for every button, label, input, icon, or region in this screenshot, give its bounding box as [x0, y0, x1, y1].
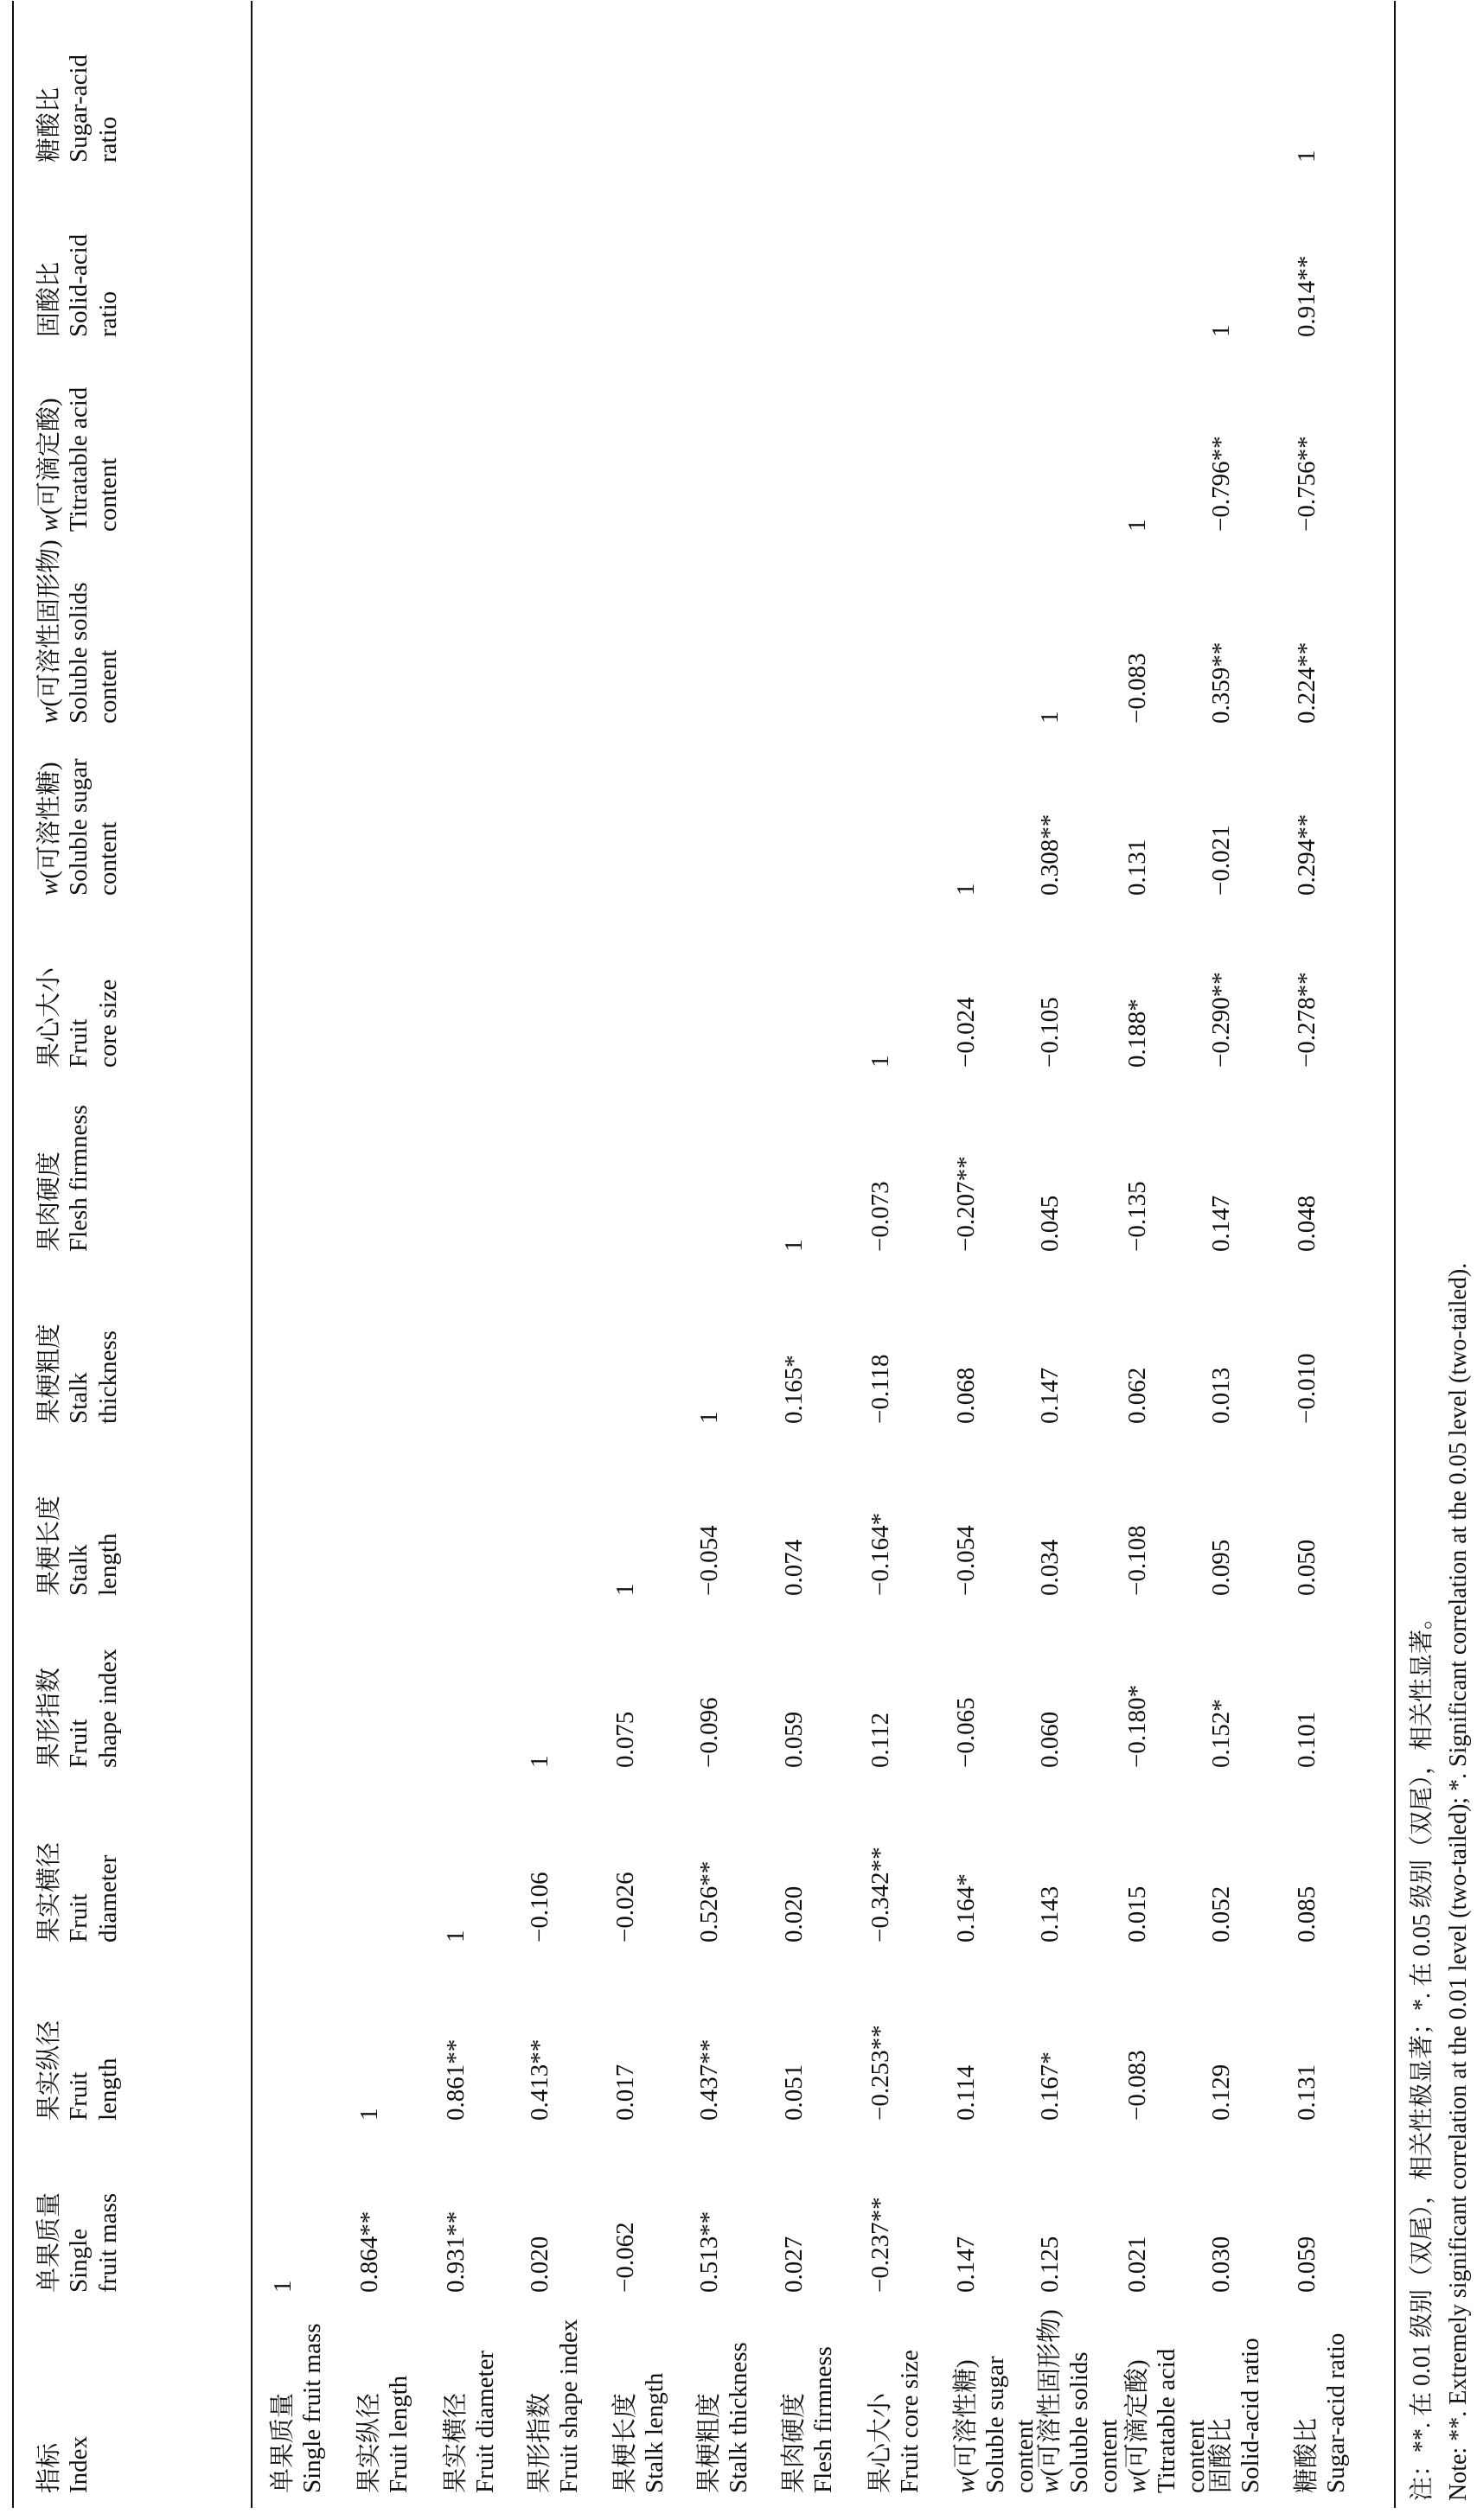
column-header: [35, 1105, 93, 1252]
note-en: Note: **. Extremely significant correlation at the 0.01 level (two-tailed); *. Significant correlation at the 0.05 level (two-tailed).: [1445, 1262, 1472, 2501]
row-label-zh: 果实纵径: [355, 2392, 383, 2493]
table-cell-value: −0.118: [866, 1354, 894, 1424]
table-cell-value: 0.101: [1293, 1711, 1320, 1768]
table-cell-value: −0.164*: [866, 1512, 894, 1596]
table-cell-value: −0.096: [695, 1697, 723, 1768]
table-cell-value: 0.224**: [1293, 641, 1320, 724]
table-cell-value: 0.075: [611, 1711, 639, 1768]
table-cell-value: 1: [355, 2108, 383, 2121]
row-label-zh: w(可溶性糖): [952, 2359, 980, 2493]
row-label-zh: 果梗长度: [611, 2392, 639, 2493]
column-header-en: Solid-acid: [65, 233, 93, 337]
table-cell-value: 0.413**: [526, 2038, 553, 2121]
row-label-en: Stalk thickness: [725, 2342, 752, 2493]
column-header-en: length: [94, 1533, 122, 1596]
row-label-zh: 果肉硬度: [780, 2392, 808, 2493]
row-label: [951, 2356, 1039, 2493]
column-header-en: Fruit: [65, 1719, 93, 1768]
column-header: [35, 2436, 93, 2493]
column-header-en: Fruit: [65, 1893, 93, 1943]
column-header: [35, 234, 123, 337]
table-cell-value: −0.083: [1123, 2050, 1151, 2121]
row-label: [866, 2350, 924, 2493]
table-cell-value: 0.526**: [695, 1860, 723, 1943]
table-cell-value: 0.147: [1036, 1367, 1064, 1424]
table-cell-value: 1: [442, 1930, 470, 1943]
column-header: [35, 2020, 123, 2121]
row-label-zh: 果梗粗度: [695, 2392, 723, 2493]
column-header-en: Fruit: [65, 1018, 93, 1068]
column-header-en: Titratable acid: [65, 386, 93, 532]
table-cell-value: −0.180*: [1123, 1684, 1151, 1768]
table-cell-value: 0.129: [1207, 2064, 1235, 2121]
column-header: [35, 1649, 123, 1768]
table-cell-value: 0.152*: [1207, 1699, 1235, 1768]
column-header-en: core size: [94, 979, 122, 1068]
row-label-en: Solid-acid ratio: [1237, 2338, 1264, 2493]
table-cell-value: −0.756**: [1293, 436, 1320, 532]
column-header-en: content: [94, 649, 122, 724]
table-cell-value: −0.065: [952, 1697, 980, 1768]
column-header: [35, 54, 123, 163]
table-cell-value: −0.062: [611, 2222, 639, 2293]
table-cell-value: 0.068: [952, 1367, 980, 1424]
table-cell-value: −0.237**: [866, 2197, 894, 2293]
row-label-zh: 果实横径: [442, 2392, 470, 2493]
table-cell-value: 0.059: [1293, 2236, 1320, 2293]
table-cell-value: −0.207**: [952, 1156, 980, 1252]
table-cell-value: 1: [611, 1583, 639, 1596]
column-header-en: shape index: [94, 1649, 122, 1768]
table-cell-value: 1: [1293, 150, 1320, 163]
column-header-zh: 果梗粗度: [35, 1323, 63, 1424]
table-cell-value: −0.290**: [1207, 972, 1235, 1068]
table-cell-value: 0.914**: [1293, 255, 1320, 337]
table-cell-value: 0.034: [1036, 1539, 1064, 1596]
column-header-zh: 果肉硬度: [35, 1151, 63, 1252]
column-header-zh: 单果质量: [35, 2191, 63, 2293]
column-header-en: diameter: [94, 1854, 122, 1943]
table-cell-value: −0.108: [1123, 1525, 1151, 1596]
column-header-en: Index: [65, 2435, 93, 2493]
note-zh: 注：**. 在 0.01 级别（双尾），相关性极显著；*. 在 0.05 级别（双尾），相关性显著。: [1409, 1605, 1435, 2501]
table-cell-value: −0.083: [1123, 653, 1151, 724]
row-label-en: content: [1011, 2419, 1039, 2493]
column-header-zh: 指标: [35, 2442, 63, 2493]
column-header-zh: 果心大小: [35, 967, 63, 1068]
table-cell-value: −0.105: [1036, 997, 1064, 1068]
column-header: [35, 1842, 123, 1943]
row-label-en: Fruit core size: [896, 2350, 924, 2493]
table-cell-value: 0.861**: [442, 2038, 470, 2121]
row-label-en: Soluble solids: [1065, 2351, 1093, 2493]
table-cell-value: −0.054: [952, 1525, 980, 1596]
row-label-en: content: [1182, 2419, 1210, 2493]
table-cell-value: 1: [866, 1055, 894, 1068]
table-cell-value: 0.864**: [355, 2211, 383, 2293]
table-cell-value: −0.106: [526, 1872, 553, 1943]
table-cell-value: −0.278**: [1293, 972, 1320, 1068]
column-header-zh: 糖酸比: [35, 86, 63, 163]
column-header-en: content: [94, 457, 122, 532]
row-label-en: Fruit diameter: [471, 2350, 499, 2493]
column-header-zh: w(可溶性糖): [35, 762, 63, 896]
column-header-en: content: [94, 821, 122, 896]
row-label-zh: 果心大小: [866, 2392, 894, 2493]
row-label-zh: 糖酸比: [1293, 2417, 1320, 2493]
table-cell-value: 0.143: [1036, 1885, 1064, 1943]
row-label-en: Titratable acid: [1153, 2348, 1180, 2493]
column-header-en: Stalk: [65, 1544, 93, 1596]
table-cell-value: 0.164*: [952, 1873, 980, 1943]
table-cell-value: 0.062: [1123, 1367, 1151, 1424]
table-cell-value: −0.135: [1123, 1181, 1151, 1252]
column-header-en: Soluble solids: [65, 582, 93, 724]
table-cell-value: 0.294**: [1293, 813, 1320, 896]
table-cell-value: −0.796**: [1207, 436, 1235, 532]
column-header-en: fruit mass: [94, 2192, 122, 2293]
row-label-en: Fruit length: [385, 2375, 412, 2493]
column-header: [35, 967, 123, 1068]
table-cell-value: 0.147: [952, 2236, 980, 2293]
table-cell-value: 0.060: [1036, 1711, 1064, 1768]
column-header: [35, 539, 123, 724]
table-cell-value: −0.342**: [866, 1847, 894, 1943]
table-cell-value: 0.050: [1293, 1539, 1320, 1596]
row-label: [1035, 2309, 1123, 2493]
table-cell-value: 0.112: [866, 1712, 894, 1768]
table-cell-value: 0.020: [780, 1885, 808, 1943]
column-header: [35, 387, 123, 532]
table-cell-value: 0.017: [611, 2064, 639, 2121]
table-cell-value: 0.931**: [442, 2211, 470, 2293]
table-cell-value: 0.013: [1207, 1367, 1235, 1424]
table-cell-value: 0.114: [952, 2064, 980, 2121]
table-cell-value: 0.045: [1036, 1195, 1064, 1252]
table-cell-value: 1: [1123, 519, 1151, 532]
column-header-zh: 果形指数: [35, 1667, 63, 1768]
table-cell-value: 0.095: [1207, 1539, 1235, 1596]
table-cell-value: 1: [1036, 711, 1064, 724]
table-cell-value: 1: [1207, 324, 1235, 337]
table-cell-value: 0.188*: [1123, 998, 1151, 1068]
row-label-en: Fruit shape index: [555, 2319, 583, 2493]
column-header-en: Sugar-acid: [65, 54, 93, 163]
row-label: [779, 2346, 838, 2493]
column-header-en: ratio: [94, 116, 122, 163]
column-header-en: Single: [65, 2228, 93, 2293]
row-label: [268, 2323, 327, 2493]
table-cell-value: 0.015: [1123, 1885, 1151, 1943]
table-cell-value: 1: [269, 2280, 297, 2293]
column-header-zh: 果实纵径: [35, 2019, 63, 2121]
column-header: [35, 1324, 123, 1424]
table-cell-value: 0.074: [780, 1539, 808, 1596]
table-cell-value: 0.048: [1293, 1195, 1320, 1252]
row-label-en: Sugar-acid ratio: [1322, 2332, 1350, 2493]
row-label: [441, 2351, 500, 2493]
row-label-en: content: [1095, 2419, 1122, 2493]
table-cell-value: 0.437**: [695, 2038, 723, 2121]
column-header-zh: w(可溶性固形物): [35, 539, 63, 724]
column-header: [35, 1496, 123, 1596]
row-label: [525, 2319, 584, 2493]
table-cell-value: 0.131: [1293, 2064, 1320, 2121]
column-header-zh: 固酸比: [35, 261, 63, 337]
row-label: [1122, 2349, 1211, 2493]
row-label-zh: 固酸比: [1207, 2417, 1235, 2493]
row-label-en: Single fruit mass: [298, 2323, 326, 2493]
table-cell-value: 0.359**: [1207, 641, 1235, 724]
column-header-en: Stalk: [65, 1372, 93, 1424]
table-cell-value: 0.308**: [1036, 813, 1064, 896]
column-header-en: Flesh firmness: [65, 1105, 93, 1252]
table-top-rule: [12, 1, 14, 2508]
table-cell-value: 0.021: [1123, 2236, 1151, 2293]
table-cell-value: 0.167*: [1036, 2051, 1064, 2121]
table-bottom-rule: [1394, 1, 1396, 2508]
table-cell-value: 0.027: [780, 2236, 808, 2293]
row-label: [355, 2376, 413, 2493]
column-header-en: Fruit: [65, 2071, 93, 2121]
column-header: [35, 758, 123, 896]
table-cell-value: −0.024: [952, 997, 980, 1068]
row-label: [1206, 2338, 1265, 2493]
table-cell-value: −0.073: [866, 1181, 894, 1252]
column-header: [35, 2192, 123, 2293]
table-header-rule: [251, 1, 253, 2508]
table-cell-value: 0.085: [1293, 1885, 1320, 1943]
table-cell-value: 0.131: [1123, 839, 1151, 896]
column-header-en: Soluble sugar: [65, 758, 93, 896]
row-label-zh: 单果质量: [269, 2392, 297, 2493]
column-header-en: ratio: [94, 290, 122, 337]
row-label-zh: w(可溶性固形物): [1036, 2309, 1064, 2493]
table-cell-value: 0.147: [1207, 1195, 1235, 1252]
row-label-en: Stalk length: [641, 2372, 668, 2493]
column-header-zh: 果实横径: [35, 1841, 63, 1943]
table-cell-value: 0.051: [780, 2064, 808, 2121]
table-cell-value: 1: [526, 1755, 553, 1768]
column-header-zh: 果梗长度: [35, 1495, 63, 1596]
table-cell-value: 0.030: [1207, 2236, 1235, 2293]
table-cell-value: 0.020: [526, 2236, 553, 2293]
table-cell-value: 1: [952, 883, 980, 896]
column-header-zh: w(可滴定酸): [35, 398, 63, 532]
table-cell-value: 0.165*: [780, 1355, 808, 1424]
table-cell-value: −0.253**: [866, 2025, 894, 2121]
row-label-zh: 果形指数: [526, 2392, 553, 2493]
row-label-en: Soluble sugar: [981, 2356, 1009, 2493]
row-label-zh: w(可滴定酸): [1123, 2359, 1151, 2493]
table-cell-value: −0.026: [611, 1872, 639, 1943]
row-label: [611, 2373, 669, 2493]
table-cell-value: −0.054: [695, 1525, 723, 1596]
row-label: [694, 2342, 753, 2493]
table-cell-value: −0.021: [1207, 825, 1235, 896]
table-cell-value: 0.513**: [695, 2211, 723, 2293]
row-label: [1292, 2333, 1351, 2493]
table-cell-value: 0.059: [780, 1711, 808, 1768]
table-cell-value: 0.125: [1036, 2236, 1064, 2293]
column-header-en: thickness: [94, 1330, 122, 1424]
table-cell-value: 1: [695, 1411, 723, 1424]
column-header-en: length: [94, 2057, 122, 2121]
table-cell-value: 1: [780, 1239, 808, 1252]
table-cell-value: −0.010: [1293, 1353, 1320, 1424]
row-label-en: Flesh firmness: [809, 2346, 837, 2493]
table-cell-value: 0.052: [1207, 1885, 1235, 1943]
